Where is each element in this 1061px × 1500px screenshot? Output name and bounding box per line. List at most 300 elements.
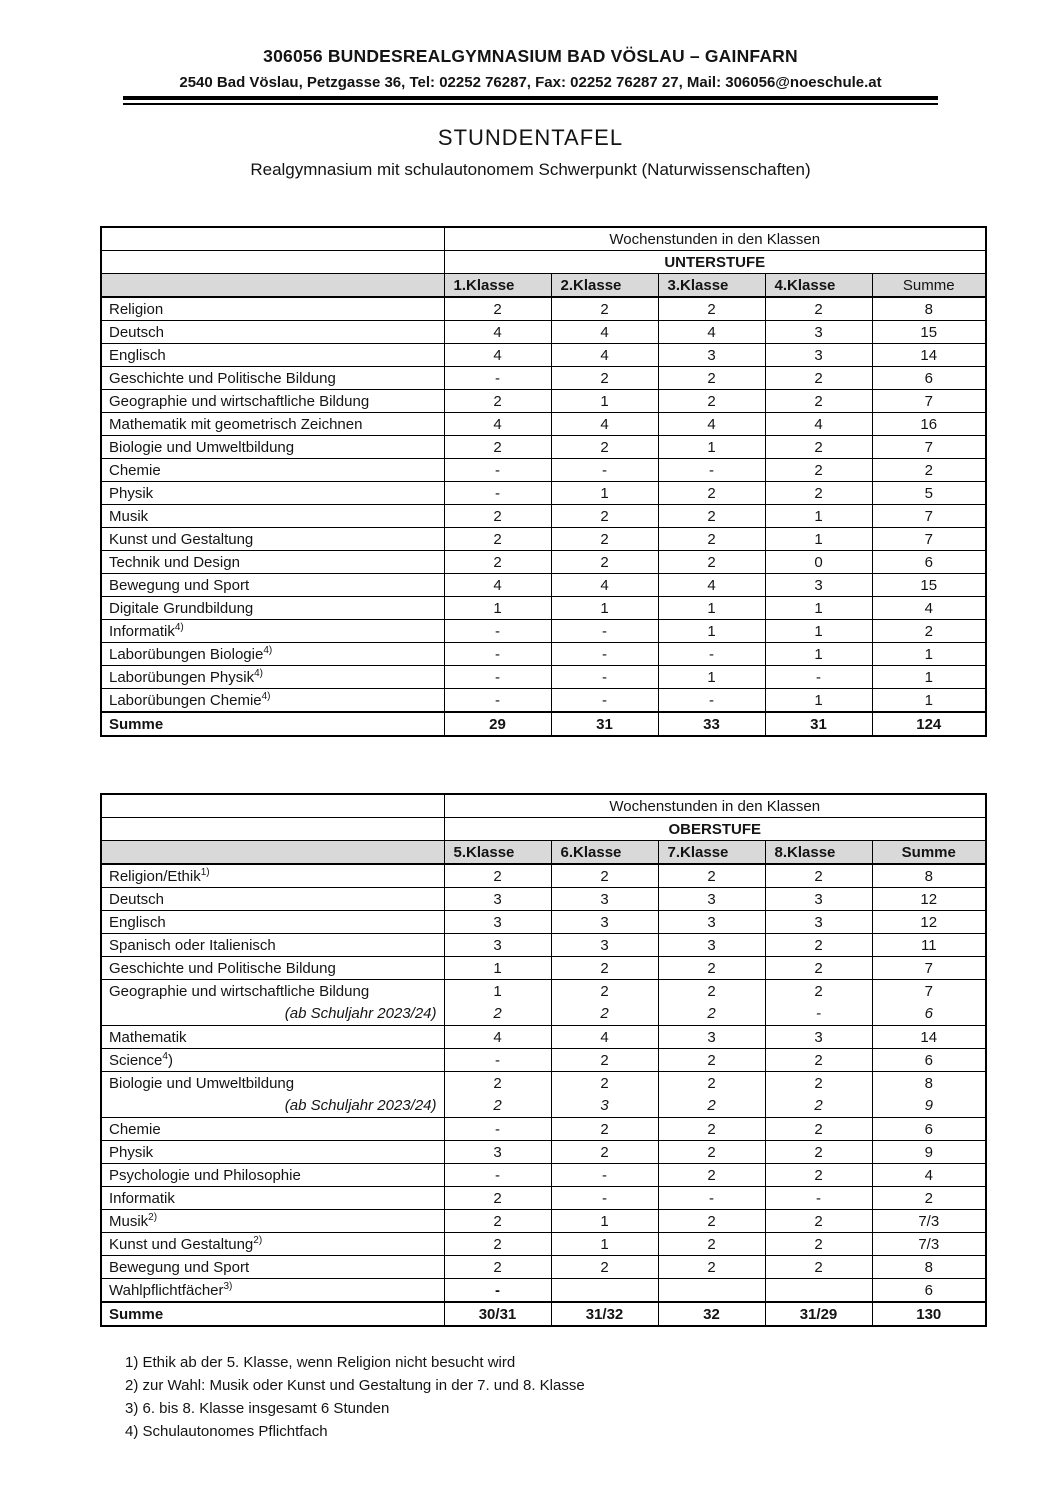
value-subnote: - <box>816 1004 821 1022</box>
value-cell: 11 <box>872 934 986 957</box>
value-cell: 2 <box>551 1118 658 1141</box>
value-main: 2 <box>814 1074 823 1092</box>
value-cell: - <box>551 1164 658 1187</box>
subject-label: Englisch <box>109 913 166 931</box>
value-cell <box>551 980 658 1026</box>
value-subnote: 3 <box>600 1096 609 1114</box>
value-cell: 6 <box>872 1049 986 1072</box>
table-row <box>101 1233 986 1256</box>
value-cell <box>765 980 872 1026</box>
value-subnote: 2 <box>707 1096 716 1114</box>
subject-label: Physik <box>109 1143 154 1161</box>
value-cell: 2 <box>872 1187 986 1210</box>
value-cell: - <box>444 1049 551 1072</box>
subject-cell <box>101 1164 444 1187</box>
value-cell: 8 <box>872 1256 986 1279</box>
value-cell: 8 <box>872 297 986 321</box>
span-header-cell: Wochenstunden in den Klassen <box>444 794 986 818</box>
table-row <box>101 1256 986 1279</box>
value-cell: - <box>444 1118 551 1141</box>
subject-cell <box>101 643 444 666</box>
subject-label: Biologie und Umweltbildung <box>109 1074 295 1092</box>
value-cell: 2 <box>658 505 765 528</box>
value-cell: 2 <box>658 1256 765 1279</box>
value-cell: 6 <box>872 367 986 390</box>
value-cell: 1 <box>765 620 872 643</box>
subject-label: Englisch <box>109 346 166 364</box>
table-row <box>101 597 986 620</box>
value-cell: 2 <box>551 1141 658 1164</box>
value-cell: 3 <box>551 934 658 957</box>
value-cell: - <box>444 1279 551 1303</box>
value-cell: 2 <box>658 390 765 413</box>
value-cell: 2 <box>551 436 658 459</box>
value-cell: 7 <box>872 390 986 413</box>
corner-cell <box>101 274 444 298</box>
value-cell: 2 <box>658 1164 765 1187</box>
value-cell: - <box>444 482 551 505</box>
value-cell: 1 <box>551 482 658 505</box>
value-cell: - <box>444 643 551 666</box>
footnote: 2) zur Wahl: Musik oder Kunst und Gestaltung in der 7. und 8. Klasse <box>125 1377 585 1394</box>
subject-line <box>109 981 444 1003</box>
corner-cell <box>101 818 444 841</box>
value-cell: 3 <box>765 888 872 911</box>
value-cell: 3 <box>551 888 658 911</box>
value-cell: 1 <box>872 666 986 689</box>
subject-label: Digitale Grundbildung <box>109 599 254 617</box>
value-cell: 1 <box>444 957 551 980</box>
value-cell: 1 <box>765 689 872 713</box>
subject-cell <box>101 1118 444 1141</box>
value-cell: - <box>658 643 765 666</box>
value-subnote: 2 <box>600 1004 609 1022</box>
value-cell: 1 <box>658 597 765 620</box>
column-header-cell: 1.Klasse <box>444 274 551 298</box>
value-main: 2 <box>707 1074 716 1092</box>
table-row <box>101 297 986 321</box>
column-header-cell: 8.Klasse <box>765 841 872 865</box>
subject-label: Chemie <box>109 1120 161 1138</box>
subject-label: Wahlpflichtfächer <box>109 1281 224 1299</box>
value-cell: 2 <box>765 390 872 413</box>
value-main: 2 <box>600 1074 609 1092</box>
value-subnote: 2 <box>814 1096 823 1114</box>
table-row <box>101 1026 986 1049</box>
footnote-marker: 4 <box>162 1050 168 1062</box>
column-header-cell: 6.Klasse <box>551 841 658 865</box>
table-row <box>101 1118 986 1141</box>
total-value-cell: 31/32 <box>551 1302 658 1326</box>
table-row <box>101 551 986 574</box>
value-cell: 2 <box>765 297 872 321</box>
value-cell: 2 <box>551 528 658 551</box>
total-value-cell: 31/29 <box>765 1302 872 1326</box>
subject-label: Geographie und wirtschaftliche Bildung <box>109 392 370 410</box>
value-cell: 2 <box>551 505 658 528</box>
value-cell: 3 <box>444 934 551 957</box>
value-cell <box>872 980 986 1026</box>
value-cell: 15 <box>872 574 986 597</box>
table-row <box>101 888 986 911</box>
subject-cell <box>101 1279 444 1303</box>
value-cell: 4 <box>551 574 658 597</box>
value-cell: 4 <box>444 344 551 367</box>
value-cell: 9 <box>872 1141 986 1164</box>
value-cell: 7 <box>872 505 986 528</box>
subject-cell <box>101 689 444 713</box>
value-cell: 2 <box>765 1210 872 1233</box>
value-cell: 2 <box>444 505 551 528</box>
table-row <box>101 864 986 888</box>
footnote-marker: 2) <box>148 1211 158 1223</box>
table-row <box>101 1141 986 1164</box>
span-header-cell: Wochenstunden in den Klassen <box>444 227 986 251</box>
value-cell <box>765 1072 872 1118</box>
subject-cell <box>101 957 444 980</box>
value-cell: - <box>658 1187 765 1210</box>
column-header-cell: 5.Klasse <box>444 841 551 865</box>
subject-label: Technik und Design <box>109 553 240 571</box>
table-row <box>101 321 986 344</box>
value-cell: 2 <box>765 957 872 980</box>
column-header-cell: Summe <box>872 274 986 298</box>
subject-label: Informatik <box>109 1189 175 1207</box>
value-cell: 16 <box>872 413 986 436</box>
value-cell: 2 <box>765 934 872 957</box>
value-cell: 2 <box>551 957 658 980</box>
tables-container <box>0 226 1061 1327</box>
value-cell: 3 <box>444 888 551 911</box>
table-row <box>101 251 986 274</box>
value-cell: 2 <box>765 1049 872 1072</box>
value-cell: 2 <box>551 1049 658 1072</box>
value-cell: 1 <box>444 597 551 620</box>
table-row <box>101 344 986 367</box>
table-row <box>101 413 986 436</box>
value-cell: 4 <box>551 413 658 436</box>
subject-label: Musik <box>109 507 149 525</box>
subject-label: Biologie und Umweltbildung <box>109 438 295 456</box>
value-cell: 1 <box>765 597 872 620</box>
value-subnote: 9 <box>924 1096 933 1114</box>
value-cell: - <box>551 689 658 713</box>
subject-label: Deutsch <box>109 890 165 908</box>
value-cell: 3 <box>765 321 872 344</box>
value-cell: 1 <box>658 436 765 459</box>
table-row <box>101 459 986 482</box>
table-row <box>101 620 986 643</box>
total-value-cell: 33 <box>658 712 765 736</box>
value-subnote: 2 <box>493 1096 502 1114</box>
value-cell: 2 <box>658 864 765 888</box>
value-cell: 4 <box>765 413 872 436</box>
header-divider <box>123 96 938 105</box>
level-cell: UNTERSTUFE <box>444 251 986 274</box>
footnote-marker: 2) <box>253 1234 263 1246</box>
table-row <box>101 980 986 1026</box>
value-cell: 2 <box>551 297 658 321</box>
subject-cell <box>101 1187 444 1210</box>
value-cell <box>658 1072 765 1118</box>
subject-cell <box>101 620 444 643</box>
total-row <box>101 712 986 736</box>
subject-cell <box>101 436 444 459</box>
table-row <box>101 957 986 980</box>
value-cell: 2 <box>658 1118 765 1141</box>
subject-line <box>109 1073 444 1095</box>
value-cell: 3 <box>765 1026 872 1049</box>
value-cell: 1 <box>551 390 658 413</box>
school-name: 306056 BUNDESREALGYMNASIUM BAD VÖSLAU – GAINFARN <box>263 46 798 66</box>
value-cell: - <box>551 459 658 482</box>
subject-label: Mathematik mit geometrisch Zeichnen <box>109 415 363 433</box>
value-cell <box>658 1279 765 1303</box>
value-cell: 4 <box>444 1026 551 1049</box>
footnote: 1) Ethik ab der 5. Klasse, wenn Religion nicht besucht wird <box>125 1354 516 1371</box>
value-cell: 2 <box>765 436 872 459</box>
subject-cell <box>101 574 444 597</box>
value-cell: 7 <box>872 436 986 459</box>
value-cell: 2 <box>444 1233 551 1256</box>
value-cell: - <box>444 666 551 689</box>
subject-cell <box>101 1026 444 1049</box>
value-cell: 2 <box>444 297 551 321</box>
total-value-cell: 124 <box>872 712 986 736</box>
value-cell: 2 <box>444 551 551 574</box>
subject-label: Geschichte und Politische Bildung <box>109 959 336 977</box>
value-cell: 2 <box>765 1141 872 1164</box>
column-header-cell: 2.Klasse <box>551 274 658 298</box>
value-cell: 1 <box>765 528 872 551</box>
value-cell: 2 <box>551 864 658 888</box>
table-row <box>101 666 986 689</box>
total-value-cell: 30/31 <box>444 1302 551 1326</box>
subject-label: Bewegung und Sport <box>109 1258 250 1276</box>
value-cell: 15 <box>872 321 986 344</box>
column-header-cell: 7.Klasse <box>658 841 765 865</box>
total-label-cell: Summe <box>101 1302 444 1326</box>
value-cell: 2 <box>658 297 765 321</box>
subject-cell <box>101 413 444 436</box>
corner-cell <box>101 251 444 274</box>
subject-label: Informatik <box>109 622 175 640</box>
subject-label: Science <box>109 1051 163 1069</box>
value-cell: 3 <box>658 911 765 934</box>
subject-cell <box>101 864 444 888</box>
value-cell: 2 <box>765 864 872 888</box>
footnote: 3) 6. bis 8. Klasse insgesamt 6 Stunden <box>125 1400 390 1417</box>
value-cell: 2 <box>658 1210 765 1233</box>
page-title: STUNDENTAFEL <box>437 125 624 150</box>
corner-cell <box>101 794 444 818</box>
table-row <box>101 1072 986 1118</box>
value-cell: 6 <box>872 1118 986 1141</box>
value-cell: 2 <box>765 1118 872 1141</box>
subject-label: Chemie <box>109 461 161 479</box>
subject-cell <box>101 597 444 620</box>
corner-cell <box>101 227 444 251</box>
value-subnote: 2 <box>493 1004 502 1022</box>
value-cell: 2 <box>444 390 551 413</box>
subject-subnote: (ab Schuljahr 2023/24) <box>284 1004 437 1022</box>
value-cell: 1 <box>872 643 986 666</box>
subject-cell <box>101 482 444 505</box>
value-cell: 14 <box>872 1026 986 1049</box>
footnote-marker: 4) <box>174 621 184 633</box>
subject-cell <box>101 911 444 934</box>
total-value-cell: 32 <box>658 1302 765 1326</box>
subject-label: Deutsch <box>109 323 165 341</box>
page-subtitle: Realgymnasium mit schulautonomem Schwerpunkt (Naturwissenschaften) <box>250 160 811 179</box>
subject-cell <box>101 1072 444 1118</box>
value-cell: 2 <box>658 528 765 551</box>
value-cell: 4 <box>444 321 551 344</box>
total-value-cell: 31 <box>765 712 872 736</box>
value-cell: 4 <box>872 1164 986 1187</box>
table-row <box>101 482 986 505</box>
value-cell: - <box>444 459 551 482</box>
table-row <box>101 528 986 551</box>
value-cell: 2 <box>444 1256 551 1279</box>
value-cell: 2 <box>444 528 551 551</box>
subject-label: Laborübungen Biologie <box>109 645 264 663</box>
table-row <box>101 574 986 597</box>
value-cell: 2 <box>444 436 551 459</box>
subject-subnote: (ab Schuljahr 2023/24) <box>284 1096 437 1114</box>
table-row <box>101 818 986 841</box>
value-cell: 1 <box>872 689 986 713</box>
value-cell: 2 <box>444 1210 551 1233</box>
value-cell: 5 <box>872 482 986 505</box>
table-row <box>101 1049 986 1072</box>
subject-cell <box>101 321 444 344</box>
subject-label: Religion <box>109 300 164 318</box>
subject-cell <box>101 1049 444 1072</box>
table-row <box>101 643 986 666</box>
value-cell: 2 <box>658 957 765 980</box>
value-cell <box>658 980 765 1026</box>
value-cell: 2 <box>658 482 765 505</box>
value-cell: - <box>551 666 658 689</box>
subject-label: Laborübungen Chemie <box>109 691 262 709</box>
value-cell: 3 <box>444 1141 551 1164</box>
value-cell: 4 <box>551 1026 658 1049</box>
value-cell: 4 <box>551 321 658 344</box>
value-main: 7 <box>924 982 933 1000</box>
table-row <box>101 1187 986 1210</box>
table-row <box>101 390 986 413</box>
value-cell: - <box>765 666 872 689</box>
value-cell: 1 <box>551 1210 658 1233</box>
value-cell: 7 <box>872 957 986 980</box>
subject-label: Laborübungen Physik <box>109 668 255 686</box>
total-value-cell: 31 <box>551 712 658 736</box>
value-cell: 2 <box>765 1233 872 1256</box>
value-cell <box>444 980 551 1026</box>
subject-cell <box>101 344 444 367</box>
value-cell: 2 <box>765 1256 872 1279</box>
subject-label: Physik <box>109 484 154 502</box>
subject-cell <box>101 367 444 390</box>
value-main: 1 <box>493 982 502 1000</box>
value-cell: 6 <box>872 551 986 574</box>
level-cell: OBERSTUFE <box>444 818 986 841</box>
subject-cell <box>101 390 444 413</box>
value-cell: 1 <box>551 597 658 620</box>
footnote-marker: 4) <box>261 690 271 702</box>
subject-label: Mathematik <box>109 1028 187 1046</box>
total-label-cell: Summe <box>101 712 444 736</box>
subject-label: Religion/Ethik <box>109 867 201 885</box>
value-cell: - <box>444 367 551 390</box>
subject-cell <box>101 888 444 911</box>
value-main: 2 <box>493 1074 502 1092</box>
value-cell: 4 <box>872 597 986 620</box>
value-cell: 6 <box>872 1279 986 1303</box>
subject-label-suffix: ) <box>167 1051 173 1069</box>
subject-cell <box>101 1256 444 1279</box>
value-cell: - <box>658 689 765 713</box>
value-cell: 12 <box>872 911 986 934</box>
value-cell <box>444 1072 551 1118</box>
value-cell: 1 <box>658 620 765 643</box>
value-main: 2 <box>600 982 609 1000</box>
column-header-cell: 4.Klasse <box>765 274 872 298</box>
value-cell: 3 <box>551 911 658 934</box>
value-cell: 2 <box>765 459 872 482</box>
value-cell <box>765 1279 872 1303</box>
corner-cell <box>101 841 444 865</box>
value-cell: 3 <box>765 344 872 367</box>
value-cell: 7 <box>872 528 986 551</box>
table-row <box>101 934 986 957</box>
table-row <box>101 436 986 459</box>
footnote-marker: 4) <box>263 644 273 656</box>
value-cell: 3 <box>765 911 872 934</box>
value-cell: 2 <box>658 1233 765 1256</box>
value-cell: 2 <box>658 1141 765 1164</box>
value-cell: 7/3 <box>872 1210 986 1233</box>
table-header-row <box>101 274 986 298</box>
table-row <box>101 794 986 818</box>
value-cell: 8 <box>872 864 986 888</box>
value-cell: 3 <box>658 1026 765 1049</box>
value-cell: 4 <box>444 574 551 597</box>
table-row <box>101 911 986 934</box>
table-row <box>101 689 986 713</box>
value-cell: 2 <box>658 551 765 574</box>
subject-cell <box>101 1233 444 1256</box>
subject-cell <box>101 1210 444 1233</box>
value-cell: 4 <box>551 344 658 367</box>
value-cell: 2 <box>765 1164 872 1187</box>
value-cell: 3 <box>658 344 765 367</box>
value-cell: - <box>444 689 551 713</box>
value-cell: 1 <box>765 505 872 528</box>
subject-label: Geographie und wirtschaftliche Bildung <box>109 982 370 1000</box>
value-cell: 2 <box>872 620 986 643</box>
value-main: 2 <box>707 982 716 1000</box>
value-cell: 2 <box>658 367 765 390</box>
subject-cell <box>101 666 444 689</box>
value-cell: - <box>444 620 551 643</box>
subject-cell <box>101 934 444 957</box>
value-cell: 3 <box>444 911 551 934</box>
value-cell: 2 <box>765 367 872 390</box>
value-cell <box>551 1072 658 1118</box>
column-header-cell: Summe <box>872 841 986 865</box>
